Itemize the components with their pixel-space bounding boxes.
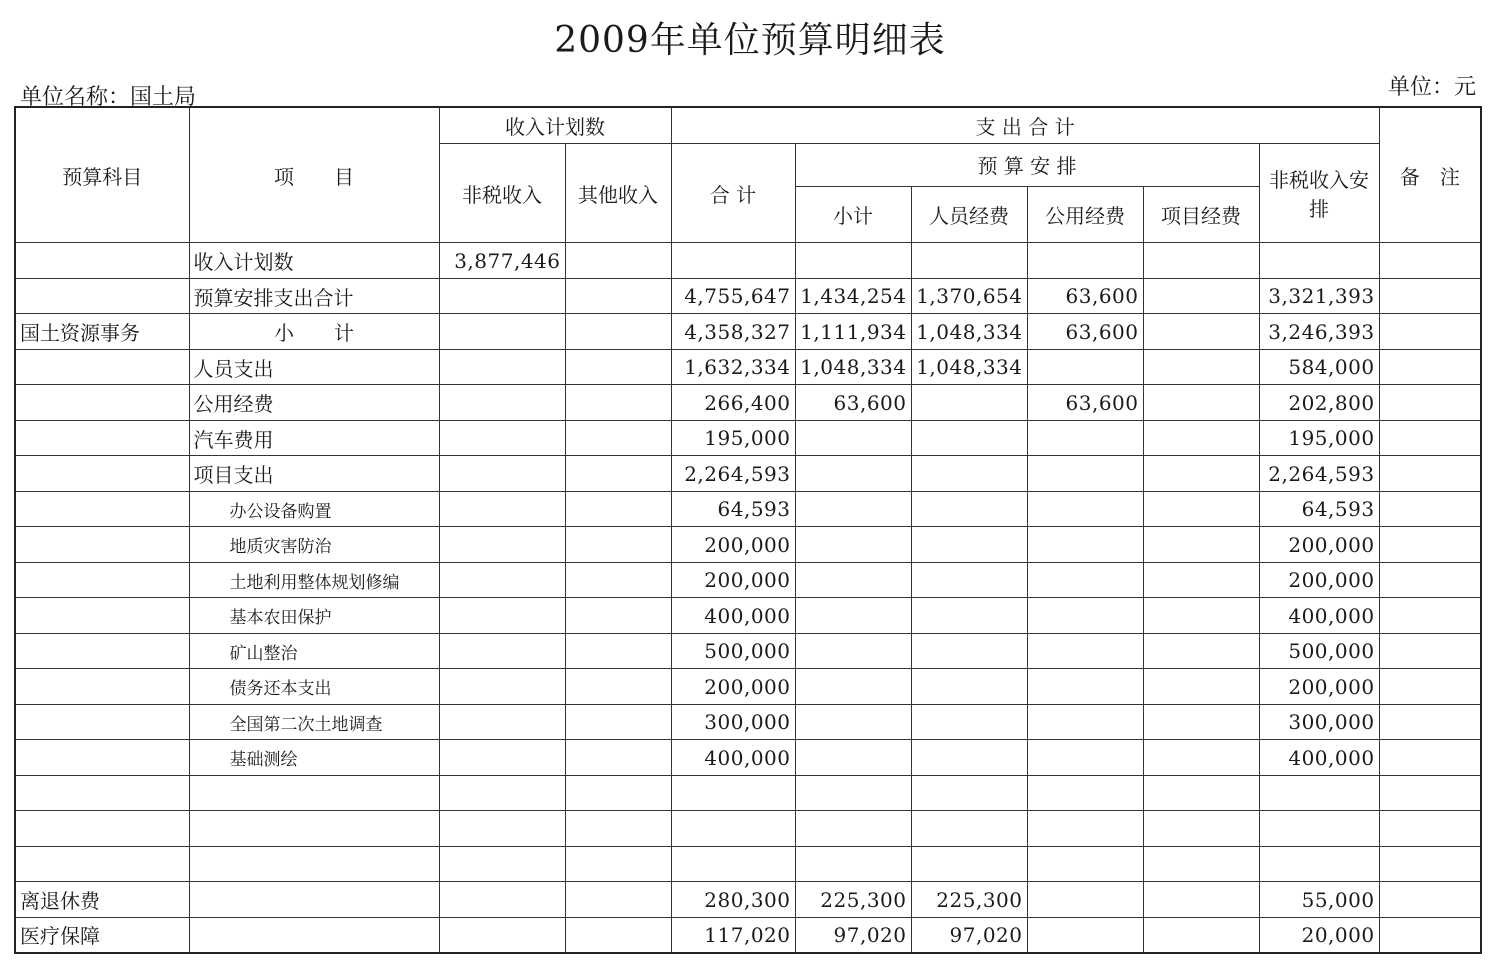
cell-total: 300,000: [671, 704, 795, 740]
cell-other-income: [565, 420, 671, 456]
table-row: [15, 917, 1481, 953]
cell-personnel: [911, 775, 1027, 811]
cell-public: [1027, 846, 1143, 882]
cell-personnel: [911, 740, 1027, 776]
cell-non-tax-income: [439, 314, 565, 350]
header-row-1: [15, 107, 1481, 144]
cell-item: 全国第二次土地调查: [189, 704, 439, 740]
cell-non-tax-arrangement: 55,000: [1259, 882, 1379, 918]
cell-subtotal: [795, 562, 911, 598]
cell-subtotal: [795, 527, 911, 563]
cell-remark: [1379, 314, 1481, 350]
cell-other-income: [565, 243, 671, 279]
cell-project: [1143, 527, 1259, 563]
cell-public: [1027, 527, 1143, 563]
cell-non-tax-arrangement: 195,000: [1259, 420, 1379, 456]
cell-project: [1143, 491, 1259, 527]
cell-item: [189, 846, 439, 882]
cell-subject: [15, 243, 189, 279]
cell-project: [1143, 243, 1259, 279]
cell-subtotal: 63,600: [795, 385, 911, 421]
cell-other-income: [565, 527, 671, 563]
header-subtotal: 小计: [795, 186, 911, 243]
header-project: 项目经费: [1143, 186, 1259, 243]
cell-non-tax-income: [439, 669, 565, 705]
cell-item: 矿山整治: [189, 633, 439, 669]
cell-non-tax-income: [439, 633, 565, 669]
cell-subtotal: [795, 740, 911, 776]
cell-non-tax-arrangement: 202,800: [1259, 385, 1379, 421]
cell-project: [1143, 882, 1259, 918]
cell-personnel: [911, 704, 1027, 740]
cell-subject: [15, 846, 189, 882]
table-row: [15, 740, 1481, 776]
cell-non-tax-arrangement: 3,246,393: [1259, 314, 1379, 350]
cell-project: [1143, 456, 1259, 492]
cell-public: [1027, 704, 1143, 740]
cell-item: 小 计: [189, 314, 439, 350]
cell-personnel: 97,020: [911, 917, 1027, 953]
cell-non-tax-income: [439, 882, 565, 918]
cell-non-tax-arrangement: [1259, 775, 1379, 811]
cell-item: 预算安排支出合计: [189, 278, 439, 314]
cell-personnel: [911, 243, 1027, 279]
cell-non-tax-arrangement: 300,000: [1259, 704, 1379, 740]
cell-personnel: [911, 456, 1027, 492]
cell-personnel: [911, 633, 1027, 669]
cell-other-income: [565, 882, 671, 918]
cell-personnel: [911, 811, 1027, 847]
cell-public: 63,600: [1027, 314, 1143, 350]
table-row: [15, 704, 1481, 740]
cell-non-tax-income: [439, 811, 565, 847]
cell-public: [1027, 775, 1143, 811]
unit-name-label: 单位名称：国土局: [20, 85, 197, 110]
cell-subtotal: [795, 633, 911, 669]
table-row: [15, 456, 1481, 492]
cell-subtotal: 1,111,934: [795, 314, 911, 350]
header-expense-total: 支 出 合 计: [671, 107, 1379, 144]
cell-total: 200,000: [671, 527, 795, 563]
cell-total: [671, 811, 795, 847]
cell-public: [1027, 598, 1143, 634]
cell-public: [1027, 349, 1143, 385]
cell-personnel: [911, 846, 1027, 882]
cell-subject: [15, 633, 189, 669]
cell-other-income: [565, 491, 671, 527]
cell-item: 项目支出: [189, 456, 439, 492]
cell-total: 64,593: [671, 491, 795, 527]
cell-personnel: [911, 491, 1027, 527]
table-row: [15, 420, 1481, 456]
header-subject: 预算科目: [15, 107, 189, 243]
table-row: [15, 314, 1481, 350]
cell-subtotal: [795, 598, 911, 634]
cell-item: [189, 775, 439, 811]
cell-public: [1027, 456, 1143, 492]
cell-remark: [1379, 704, 1481, 740]
header-budget-arrangement: 预 算 安 排: [795, 144, 1259, 187]
cell-item: 办公设备购置: [189, 491, 439, 527]
cell-non-tax-arrangement: 20,000: [1259, 917, 1379, 953]
cell-personnel: [911, 420, 1027, 456]
cell-item: [189, 917, 439, 953]
cell-subject: 国土资源事务: [15, 314, 189, 350]
table-row: [15, 491, 1481, 527]
cell-other-income: [565, 811, 671, 847]
cell-non-tax-income: [439, 491, 565, 527]
cell-personnel: 1,370,654: [911, 278, 1027, 314]
cell-remark: [1379, 598, 1481, 634]
cell-non-tax-arrangement: 400,000: [1259, 740, 1379, 776]
cell-item: 基础测绘: [189, 740, 439, 776]
cell-project: [1143, 278, 1259, 314]
cell-public: [1027, 882, 1143, 918]
table-row: [15, 633, 1481, 669]
page-title: 2009年单位预算明细表: [554, 20, 946, 61]
cell-non-tax-income: [439, 278, 565, 314]
cell-public: [1027, 491, 1143, 527]
cell-subject: [15, 278, 189, 314]
cell-non-tax-arrangement: 200,000: [1259, 669, 1379, 705]
cell-remark: [1379, 278, 1481, 314]
cell-project: [1143, 562, 1259, 598]
cell-non-tax-arrangement: 500,000: [1259, 633, 1379, 669]
cell-project: [1143, 314, 1259, 350]
cell-item: 收入计划数: [189, 243, 439, 279]
cell-total: [671, 775, 795, 811]
cell-other-income: [565, 314, 671, 350]
cell-non-tax-income: 3,877,446: [439, 243, 565, 279]
cell-public: 63,600: [1027, 385, 1143, 421]
cell-total: 266,400: [671, 385, 795, 421]
header-other-income: 其他收入: [565, 144, 671, 243]
cell-subtotal: [795, 775, 911, 811]
cell-project: [1143, 775, 1259, 811]
cell-project: [1143, 704, 1259, 740]
cell-total: [671, 846, 795, 882]
cell-non-tax-arrangement: 2,264,593: [1259, 456, 1379, 492]
cell-personnel: [911, 385, 1027, 421]
cell-item: 汽车费用: [189, 420, 439, 456]
cell-item: 人员支出: [189, 349, 439, 385]
table-row: [15, 527, 1481, 563]
cell-project: [1143, 740, 1259, 776]
cell-other-income: [565, 385, 671, 421]
cell-total: 200,000: [671, 669, 795, 705]
cell-remark: [1379, 633, 1481, 669]
cell-project: [1143, 385, 1259, 421]
header-remarks: 备 注: [1379, 107, 1481, 243]
cell-remark: [1379, 917, 1481, 953]
cell-public: 63,600: [1027, 278, 1143, 314]
cell-personnel: 225,300: [911, 882, 1027, 918]
cell-subtotal: [795, 669, 911, 705]
cell-non-tax-income: [439, 562, 565, 598]
cell-item: [189, 811, 439, 847]
cell-project: [1143, 669, 1259, 705]
cell-subtotal: [795, 846, 911, 882]
cell-other-income: [565, 669, 671, 705]
cell-non-tax-income: [439, 775, 565, 811]
cell-other-income: [565, 740, 671, 776]
cell-subtotal: 1,434,254: [795, 278, 911, 314]
cell-personnel: 1,048,334: [911, 349, 1027, 385]
cell-other-income: [565, 633, 671, 669]
cell-non-tax-income: [439, 420, 565, 456]
cell-project: [1143, 598, 1259, 634]
cell-subject: [15, 740, 189, 776]
cell-subtotal: 1,048,334: [795, 349, 911, 385]
cell-subtotal: [795, 420, 911, 456]
cell-subject: [15, 349, 189, 385]
cell-subject: [15, 775, 189, 811]
cell-subject: 离退休费: [15, 882, 189, 918]
cell-other-income: [565, 278, 671, 314]
cell-non-tax-income: [439, 456, 565, 492]
cell-personnel: 1,048,334: [911, 314, 1027, 350]
cell-item: [189, 882, 439, 918]
cell-non-tax-income: [439, 846, 565, 882]
cell-remark: [1379, 349, 1481, 385]
cell-personnel: [911, 669, 1027, 705]
table-row: [15, 349, 1481, 385]
header-total: 合 计: [671, 144, 795, 243]
cell-non-tax-income: [439, 527, 565, 563]
cell-subtotal: 97,020: [795, 917, 911, 953]
cell-other-income: [565, 456, 671, 492]
cell-non-tax-arrangement: [1259, 243, 1379, 279]
cell-remark: [1379, 811, 1481, 847]
cell-total: 4,358,327: [671, 314, 795, 350]
cell-remark: [1379, 420, 1481, 456]
cell-subject: [15, 811, 189, 847]
cell-non-tax-arrangement: [1259, 846, 1379, 882]
cell-non-tax-income: [439, 349, 565, 385]
header-personnel: 人员经费: [911, 186, 1027, 243]
header-item: 项 目: [189, 107, 439, 243]
table-row: [15, 598, 1481, 634]
table-row: [15, 882, 1481, 918]
cell-subject: [15, 598, 189, 634]
budget-table: [14, 106, 1482, 954]
cell-non-tax-income: [439, 917, 565, 953]
cell-public: [1027, 740, 1143, 776]
cell-subtotal: [795, 491, 911, 527]
cell-non-tax-income: [439, 598, 565, 634]
table-row: [15, 669, 1481, 705]
cell-non-tax-arrangement: 3,321,393: [1259, 278, 1379, 314]
cell-subtotal: [795, 243, 911, 279]
cell-other-income: [565, 775, 671, 811]
cell-non-tax-income: [439, 740, 565, 776]
cell-subject: [15, 562, 189, 598]
header-non-tax-arrangement: 非税收入安排: [1259, 144, 1379, 243]
currency-unit-label: 单位：元: [1387, 75, 1476, 100]
cell-subject: [15, 456, 189, 492]
cell-non-tax-arrangement: [1259, 811, 1379, 847]
cell-personnel: [911, 527, 1027, 563]
cell-other-income: [565, 562, 671, 598]
cell-non-tax-arrangement: 400,000: [1259, 598, 1379, 634]
cell-other-income: [565, 349, 671, 385]
header-public: 公用经费: [1027, 186, 1143, 243]
header-income-plan: 收入计划数: [439, 107, 671, 144]
cell-remark: [1379, 456, 1481, 492]
cell-public: [1027, 243, 1143, 279]
cell-total: 400,000: [671, 740, 795, 776]
cell-remark: [1379, 669, 1481, 705]
cell-total: 4,755,647: [671, 278, 795, 314]
cell-public: [1027, 917, 1143, 953]
cell-personnel: [911, 598, 1027, 634]
cell-remark: [1379, 882, 1481, 918]
cell-non-tax-income: [439, 385, 565, 421]
cell-remark: [1379, 491, 1481, 527]
cell-total: 400,000: [671, 598, 795, 634]
cell-project: [1143, 633, 1259, 669]
cell-item: 基本农田保护: [189, 598, 439, 634]
cell-subject: [15, 420, 189, 456]
cell-project: [1143, 846, 1259, 882]
cell-total: 280,300: [671, 882, 795, 918]
cell-non-tax-arrangement: 200,000: [1259, 562, 1379, 598]
cell-remark: [1379, 740, 1481, 776]
cell-remark: [1379, 385, 1481, 421]
cell-item: 债务还本支出: [189, 669, 439, 705]
cell-item: 土地利用整体规划修编: [189, 562, 439, 598]
cell-public: [1027, 562, 1143, 598]
cell-remark: [1379, 527, 1481, 563]
cell-total: 500,000: [671, 633, 795, 669]
table-row: [15, 775, 1481, 811]
cell-total: 195,000: [671, 420, 795, 456]
cell-subject: [15, 527, 189, 563]
cell-total: 200,000: [671, 562, 795, 598]
cell-public: [1027, 420, 1143, 456]
cell-total: 1,632,334: [671, 349, 795, 385]
table-row: [15, 811, 1481, 847]
cell-subtotal: [795, 704, 911, 740]
cell-non-tax-income: [439, 704, 565, 740]
cell-personnel: [911, 562, 1027, 598]
cell-subtotal: [795, 456, 911, 492]
table-row: [15, 385, 1481, 421]
cell-total: [671, 243, 795, 279]
cell-subject: [15, 491, 189, 527]
cell-subtotal: [795, 811, 911, 847]
cell-public: [1027, 669, 1143, 705]
cell-remark: [1379, 562, 1481, 598]
cell-other-income: [565, 917, 671, 953]
table-row: [15, 278, 1481, 314]
cell-other-income: [565, 704, 671, 740]
cell-non-tax-arrangement: 584,000: [1259, 349, 1379, 385]
cell-remark: [1379, 243, 1481, 279]
cell-public: [1027, 633, 1143, 669]
table-body: [15, 243, 1481, 953]
table-row: [15, 243, 1481, 279]
cell-project: [1143, 811, 1259, 847]
cell-non-tax-arrangement: 200,000: [1259, 527, 1379, 563]
cell-remark: [1379, 775, 1481, 811]
cell-subject: [15, 704, 189, 740]
cell-subject: 医疗保障: [15, 917, 189, 953]
cell-remark: [1379, 846, 1481, 882]
cell-project: [1143, 917, 1259, 953]
cell-total: 117,020: [671, 917, 795, 953]
cell-item: 公用经费: [189, 385, 439, 421]
cell-subject: [15, 669, 189, 705]
cell-public: [1027, 811, 1143, 847]
cell-project: [1143, 349, 1259, 385]
cell-project: [1143, 420, 1259, 456]
header-non-tax-income: 非税收入: [439, 144, 565, 243]
cell-other-income: [565, 846, 671, 882]
cell-item: 地质灾害防治: [189, 527, 439, 563]
cell-non-tax-arrangement: 64,593: [1259, 491, 1379, 527]
cell-total: 2,264,593: [671, 456, 795, 492]
cell-subtotal: 225,300: [795, 882, 911, 918]
table-row: [15, 562, 1481, 598]
table-row: [15, 846, 1481, 882]
cell-subject: [15, 385, 189, 421]
cell-other-income: [565, 598, 671, 634]
